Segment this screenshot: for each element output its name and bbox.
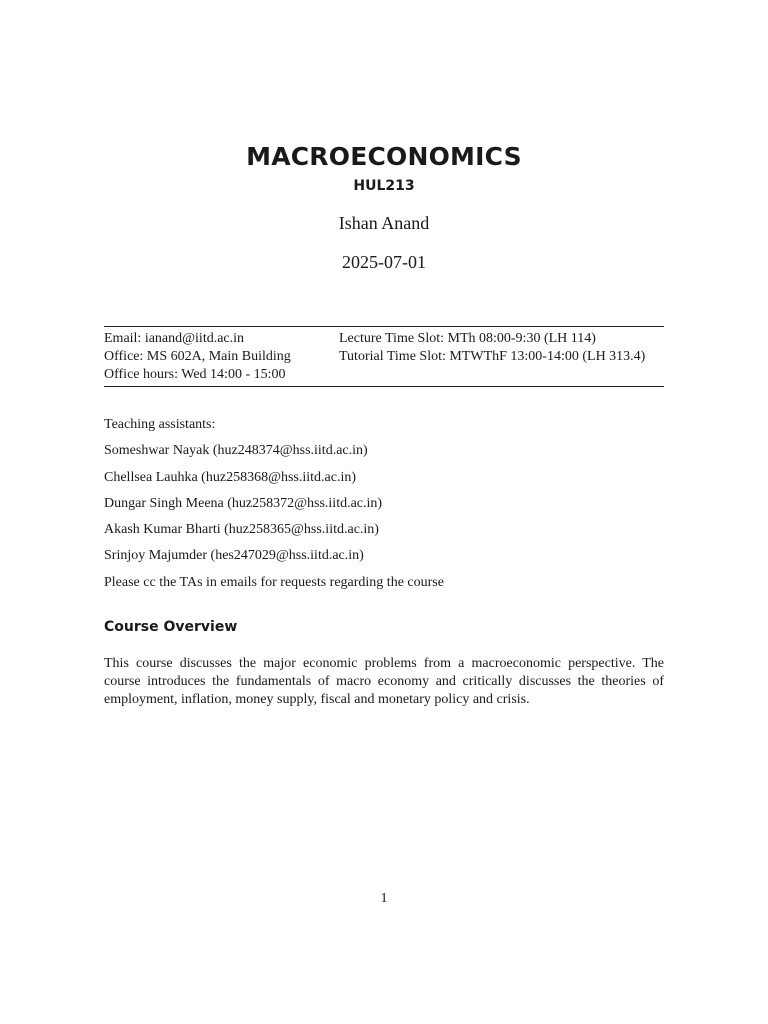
ta-list-item: Dungar Singh Meena (huz258372@hss.iitd.ac.in)	[104, 495, 383, 511]
schedule-info	[339, 330, 669, 366]
bottom-rule	[104, 386, 664, 387]
ta-list-item: Chellsea Lauhka (huz258368@hss.iitd.ac.in)	[104, 469, 356, 485]
email-line: Email: ianand@iitd.ac.in	[104, 331, 245, 346]
overview-line: employment, inflation, money supply, fiscal and monetary policy and crisis.	[104, 692, 530, 707]
course-overview-heading: Course Overview	[104, 619, 238, 635]
office-line: Office: MS 602A, Main Building	[104, 349, 291, 364]
ta-list-item: Akash Kumar Bharti (huz258365@hss.iitd.ac.in)	[104, 522, 379, 538]
top-rule	[104, 326, 664, 327]
lecture-slot-line: Lecture Time Slot: MTh 08:00-9:30 (LH 114)	[339, 331, 596, 346]
overview-line: This course discusses the major economic problems from a macroeconomic perspective. The	[104, 656, 664, 671]
tutorial-slot-line: Tutorial Time Slot: MTWThF 13:00-14:00 (LH 313.4)	[339, 349, 646, 364]
course-code: HUL213	[353, 178, 415, 194]
author-name: Ishan Anand	[338, 213, 430, 233]
ta-list-item: Someshwar Nayak (huz248374@hss.iitd.ac.in)	[104, 443, 368, 459]
page-number: 1	[380, 891, 388, 906]
ta-list-item: Srinjoy Majumder (hes247029@hss.iitd.ac.in)	[104, 548, 364, 564]
teaching-assistants-section	[104, 416, 664, 600]
ta-note: Please cc the TAs in emails for requests regarding the course	[104, 574, 444, 590]
document-title: MACROECONOMICS	[246, 142, 522, 171]
office-hours-line: Office hours: Wed 14:00 - 15:00	[104, 367, 286, 382]
contact-info	[104, 330, 334, 384]
ta-heading: Teaching assistants:	[104, 417, 216, 432]
course-overview-text	[104, 655, 664, 709]
document-date: 2025-07-01	[342, 252, 426, 272]
overview-line: course introduces the fundamentals of macro economy and critically discusses the theories of	[104, 674, 664, 689]
